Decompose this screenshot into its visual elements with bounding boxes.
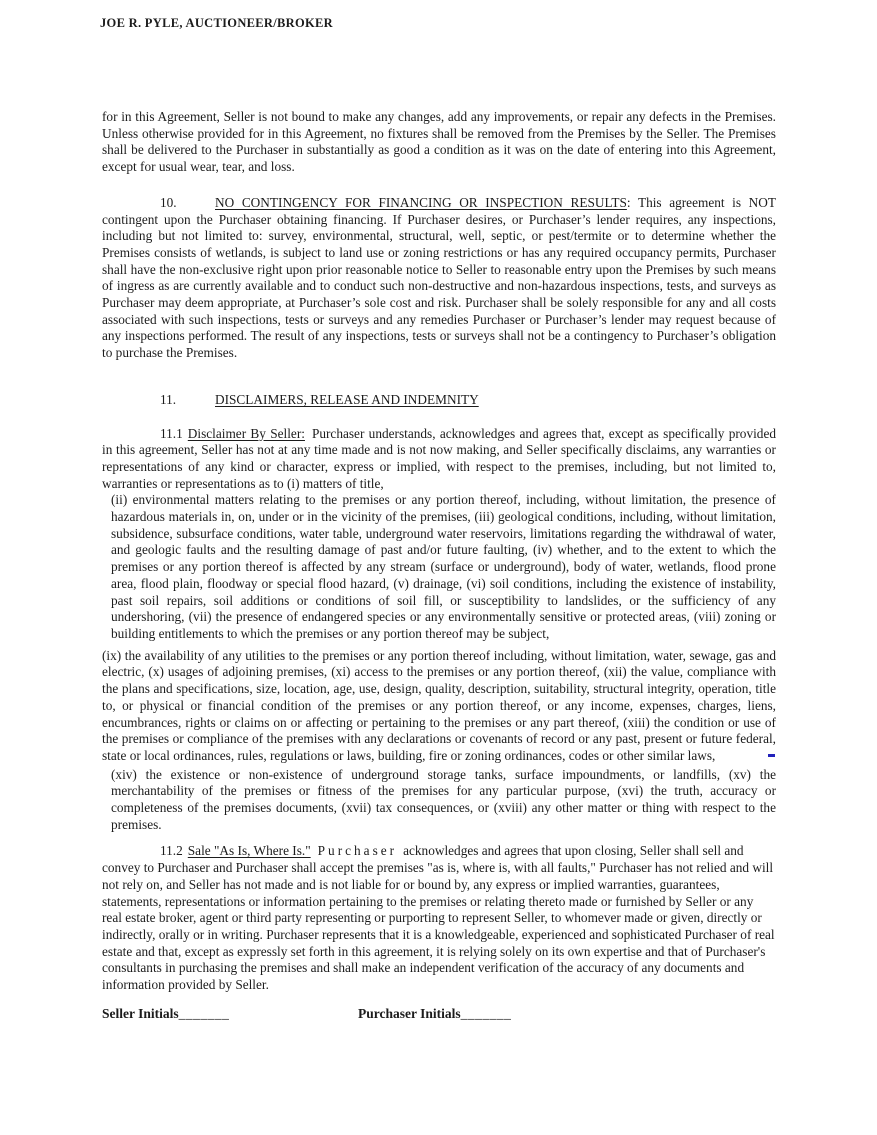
section-10-paragraph [102,195,776,362]
section-11-1-clause-xiv-xviii: (xiv) the existence or non-existence of underground storage tanks, surface impoundments, or landfills, (xv) the merchantability of the premises or fitness of the premises for any particular purpose, (xvi) the truth, accuracy or completeness of the premises documents, (xvii) tax consequences, or (xviii) any other matter or thing with respect to the premises. [111,766,776,832]
section-11-1-opening-paragraph [102,426,776,493]
section-11-2-heading: Sale "As Is, Where Is." [187,843,311,859]
document-body [102,109,776,1022]
section-11-2-number: 11.2 [160,843,183,859]
section-10-number: 10. [160,194,177,210]
section-10-text: : This agreement is NOT contingent upon the Purchaser obtaining financing. If Purchaser desires, or Purchaser’s lender requires, any inspections, including but not limited to: survey, environmental, structural, well, septic, or pest/termite or to determine whether the Premises consists of wetlands, is subject to land use or zoning restrictions or has any required occupancy permits, Purchaser shall have the non-exclusive right upon prior reasonable notice to Seller to reasonable entry upon the Premises by such means of ingress as are currently available and to conduct such non-destructive and non-hazardous inspections, tests, and surveys as Purchaser may deem appropriate, at Purchaser’s sole cost and risk. Purchaser shall be solely responsible for any and all costs associated with such inspections, tests or surveys and any remedies Purchaser or Purchaser’s lender may request because of any inspections performed. The result of any inspections, tests or surveys shall not be a contingency to Purchaser’s obligation to purchase the Premises. [102,194,776,361]
document-header-title: JOE R. PYLE, AUCTIONEER/BROKER [100,16,333,30]
section-11-number: 11. [160,391,177,407]
section-11-heading-row [102,392,776,409]
section-11-1-clause-ii-viii: (ii) environmental matters relating to the premises or any portion thereof, including, without limitation, the presence of hazardous materials in, on, under or in the vicinity of the premises, (iii) geological conditions, including, without limitation, subsidence, subsurface conditions, water table, underground water reservoirs, limitations regarding the withdrawal of water, and geologic faults and the resulting damage of past and/or future faulting, (iv) whether, and to the extent to which the premises or any portion thereof is affected by any stream (surface or underground), body of water, wetlands, flood prone area, flood plain, floodway or special flood hazard, (v) drainage, (vi) soil conditions, including the existence of instability, past soil repairs, soil additions or conditions of soil fill, or susceptibility to landslides, or the sufficiency of any undershoring, (vii) the presence of endangered species or any environmentally sensitive or protected areas, (viii) zoning or building entitlements to which the premises or any portion thereof may be subject, [111,492,776,641]
section-11-2-spaced-word: Purchaser [317,843,398,859]
initials-row [102,1006,776,1023]
section-11-1-opening-text: Purchaser understands, acknowledges and agrees that, except as specifically provided in this agreement, Seller has not at any time made and is not now making, and Seller specifically disclaims, any warranties or representations of any kind or character, express or implied, with respect to the premises, including, but not limited to, warranties or representations as to (i) matters of title, [102,425,776,491]
section-11-1-heading: Disclaimer By Seller: [187,425,305,441]
margin-dash-annotation [768,754,775,757]
seller-initials-blank[interactable]: _______ [178,1005,230,1021]
purchaser-initials-label: Purchaser Initials [358,1005,461,1021]
section-11-2-text: acknowledges and agrees that upon closing, Seller shall sell and convey to Purchaser and Purchaser shall accept the premises "as is, where is, with all faults," Purchaser has not relied and will not rely on, and Seller has not made and is not liable for or bound by, any express or implied warranties, guarantees, statements, representations or information pertaining to the premises or relating thereto made or furnished by Seller or any real estate broker, agent or third party representing or purporting to represent Seller, to whomever made or given, directly or indirectly, orally or in writing. Purchaser represents that it is a knowledgeable, experienced and sophisticated Purchaser of real estate and that, except as expressly set forth in this agreement, it is relying solely on its own expertise and that of Purchaser's consultants in purchasing the premises and shall make an independent verification of the accuracy of any documents and information provided by Seller. [102,843,775,993]
purchaser-initials-blank[interactable]: _______ [460,1005,512,1021]
seller-initials-label: Seller Initials [102,1005,179,1021]
section-11-heading: DISCLAIMERS, RELEASE AND INDEMNITY [215,391,479,407]
purchaser-initials-slot [358,1006,511,1021]
section-11-1-number: 11.1 [160,425,183,441]
section-11-2-paragraph [102,843,776,993]
section-11-1-clause-ix-xiii: (ix) the availability of any utilities to the premises or any portion thereof including, without limitation, water, sewage, gas and electric, (x) usages of adjoining premises, (xi) access to the premises or any portion thereof, (xii) the value, compliance with the plans and specifications, size, location, age, use, design, quality, description, suitability, structural integrity, operation, title to, or physical or financial condition of the premises or any portion thereof, or any income, expenses, charges, liens, encumbrances, rights or claims on or affecting or pertaining to the premises or any part thereof, (xiii) the condition or use of the premises or compliance of the premises with any declarations or covenants of record or any past, present or future federal, state or local ordinances, rules, regulations or laws, building, fire or zoning ordinances, codes or other similar laws, [102,647,776,763]
continuation-paragraph: for in this Agreement, Seller is not bound to make any changes, add any improvements, or repair any defects in the Premises. Unless otherwise provided for in this Agreement, no fixtures shall be removed from the Premises by the Seller. The Premises shall be delivered to the Purchaser in substantially as good a condition as it was on the date of entering into this Agreement, except for usual wear, tear, and loss. [102,109,776,175]
seller-initials-slot [102,1006,358,1023]
section-10-heading: NO CONTINGENCY FOR FINANCING OR INSPECTION RESULTS [215,194,627,210]
